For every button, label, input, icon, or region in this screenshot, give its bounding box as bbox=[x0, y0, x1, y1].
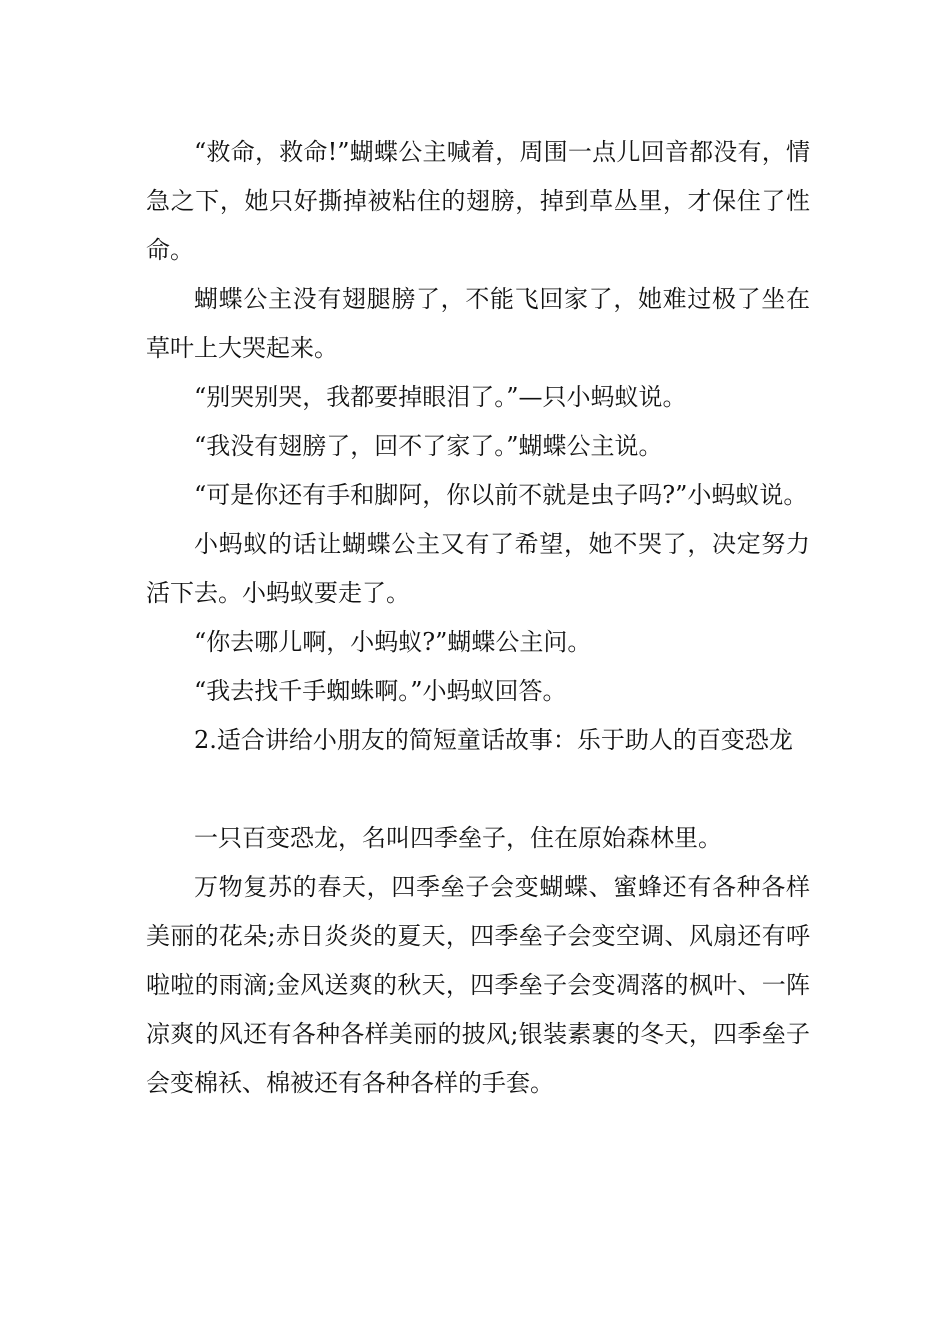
blank-line bbox=[146, 765, 810, 814]
paragraph-butterfly-hope: 小蚂蚁的话让蝴蝶公主又有了希望，她不哭了，决定努力活下去。小蚂蚁要走了。 bbox=[146, 530, 810, 607]
paragraph-ant-answer: “我去找千手蜘蛛啊。”小蚂蚁回答。 bbox=[194, 677, 567, 705]
paragraph-dinosaur-seasons: 万物复苏的春天，四季垒子会变蝴蝶、蜜蜂还有各种各样美丽的花朵;赤日炎炎的夏天，四季垒子会变空调、风扇还有呼啦啦的雨滴;金风送爽的秋天，四季垒子会变凋落的枫叶、一阵凉爽的风还有各种各样美丽的披风;银装素裹的冬天，四季垒子会变棉袄、棉被还有各种各样的手套。 bbox=[146, 873, 810, 1097]
paragraph-butterfly-cry-for-help: “救命，救命!”蝴蝶公主喊着，周围一点儿回音都没有，情急之下，她只好撕掉被粘住的翅膀，掉到草丛里，才保住了性命。 bbox=[146, 138, 810, 264]
section-heading-dinosaur-story: 2.适合讲给小朋友的简短童话故事：乐于助人的百变恐龙 bbox=[194, 726, 793, 754]
document-body bbox=[146, 128, 810, 1108]
paragraph-butterfly-no-wings: “我没有翅膀了，回不了家了。”蝴蝶公主说。 bbox=[194, 432, 663, 460]
paragraph-ant-hands-and-feet: “可是你还有手和脚阿，你以前不就是虫子吗?”小蚂蚁说。 bbox=[194, 481, 808, 509]
paragraph-butterfly-crying: 蝴蝶公主没有翅腿膀了，不能飞回家了，她难过极了坐在草叶上大哭起来。 bbox=[146, 285, 810, 362]
paragraph-where-are-you-going: “你去哪儿啊，小蚂蚁?”蝴蝶公主问。 bbox=[194, 628, 592, 656]
paragraph-dinosaur-intro: 一只百变恐龙，名叫四季垒子，住在原始森林里。 bbox=[194, 824, 722, 852]
paragraph-ant-dont-cry: “别哭别哭，我都要掉眼泪了。”—只小蚂蚁说。 bbox=[194, 383, 687, 411]
